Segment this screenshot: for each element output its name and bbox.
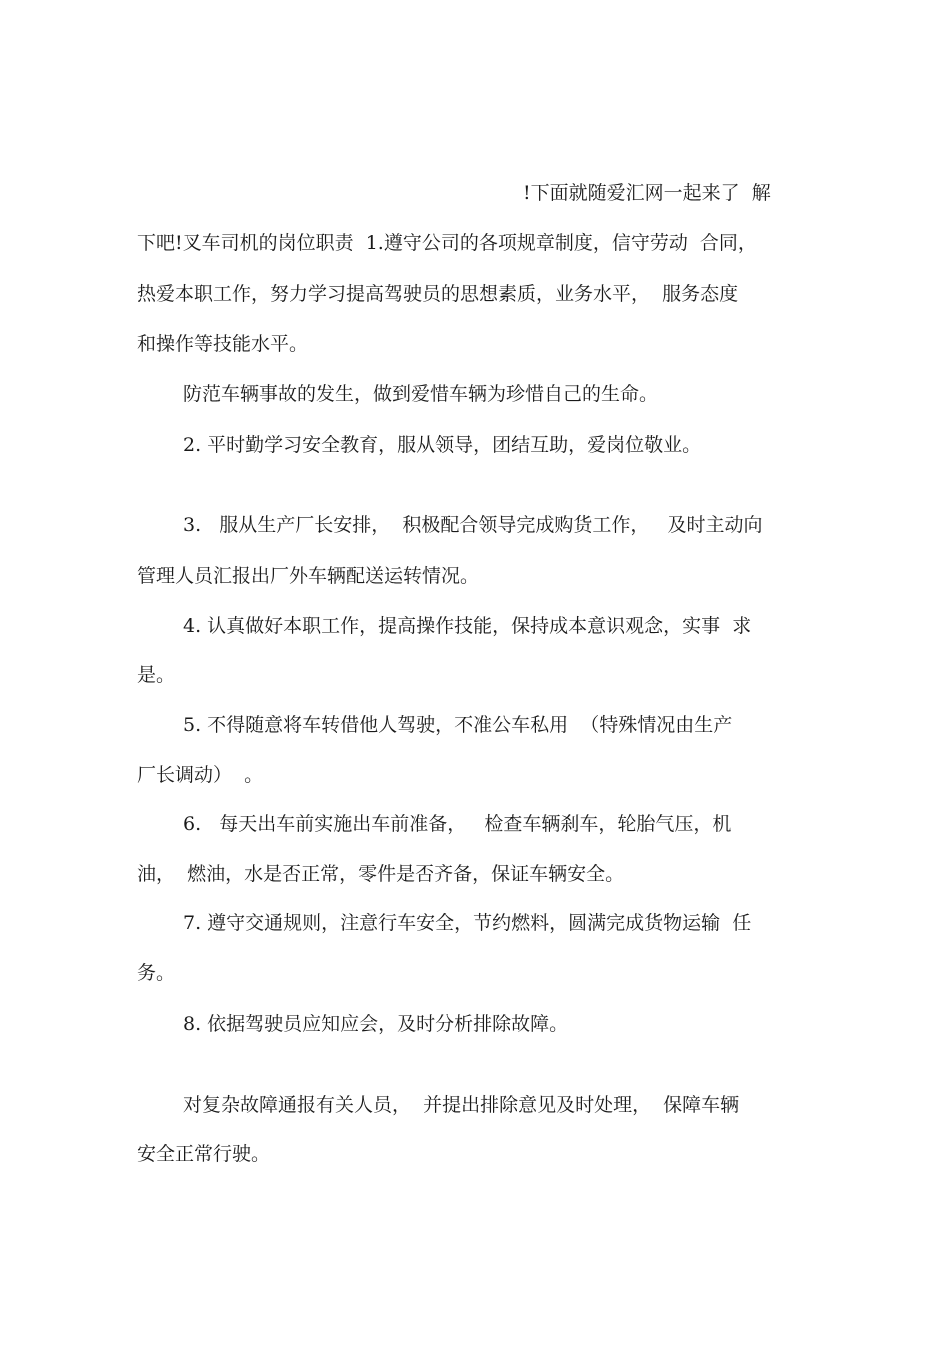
text-line: 热爱本职工作，努力学习提高驾驶员的思想素质，业务水平， 服务态度 (137, 283, 739, 305)
text-line: 对复杂故障通报有关人员， 并提出排除意见及时处理， 保障车辆 (183, 1094, 740, 1116)
text-line: 厂长调动） 。 (137, 764, 264, 786)
text-line: 下吧!叉车司机的岗位职责 1.遵守公司的各项规章制度，信守劳动 合同， (137, 232, 757, 254)
text-line: 3. 服从生产厂长安排， 积极配合领导完成购货工作， 及时主动向 (183, 514, 763, 536)
text-line: 是。 (137, 664, 176, 686)
text-line: 防范车辆事故的发生，做到爱惜车辆为珍惜自己的生命。 (183, 383, 659, 405)
text-line: 和操作等技能水平。 (137, 333, 309, 355)
text-line: !下面就随爱汇网一起来了 解 (523, 182, 771, 204)
text-line: 务。 (137, 962, 176, 984)
text-line: 4. 认真做好本职工作，提高操作技能，保持成本意识观念，实事 求 (183, 615, 752, 637)
text-line: 5. 不得随意将车转借他人驾驶，不准公车私用 （特殊情况由生产 (183, 714, 733, 736)
text-line: 油， 燃油，水是否正常，零件是否齐备，保证车辆安全。 (137, 863, 625, 885)
text-line: 7. 遵守交通规则，注意行车安全，节约燃料，圆满完成货物运输 任 (183, 912, 752, 934)
text-line: 管理人员汇报出厂外车辆配送运转情况。 (137, 565, 480, 587)
text-line: 2. 平时勤学习安全教育，服从领导，团结互助，爱岗位敬业。 (183, 434, 702, 456)
text-line: 安全正常行驶。 (137, 1143, 271, 1165)
text-line: 8. 依据驾驶员应知应会，及时分析排除故障。 (183, 1013, 569, 1035)
text-line: 6. 每天出车前实施出车前准备， 检查车辆刹车，轮胎气压，机 (183, 813, 732, 835)
